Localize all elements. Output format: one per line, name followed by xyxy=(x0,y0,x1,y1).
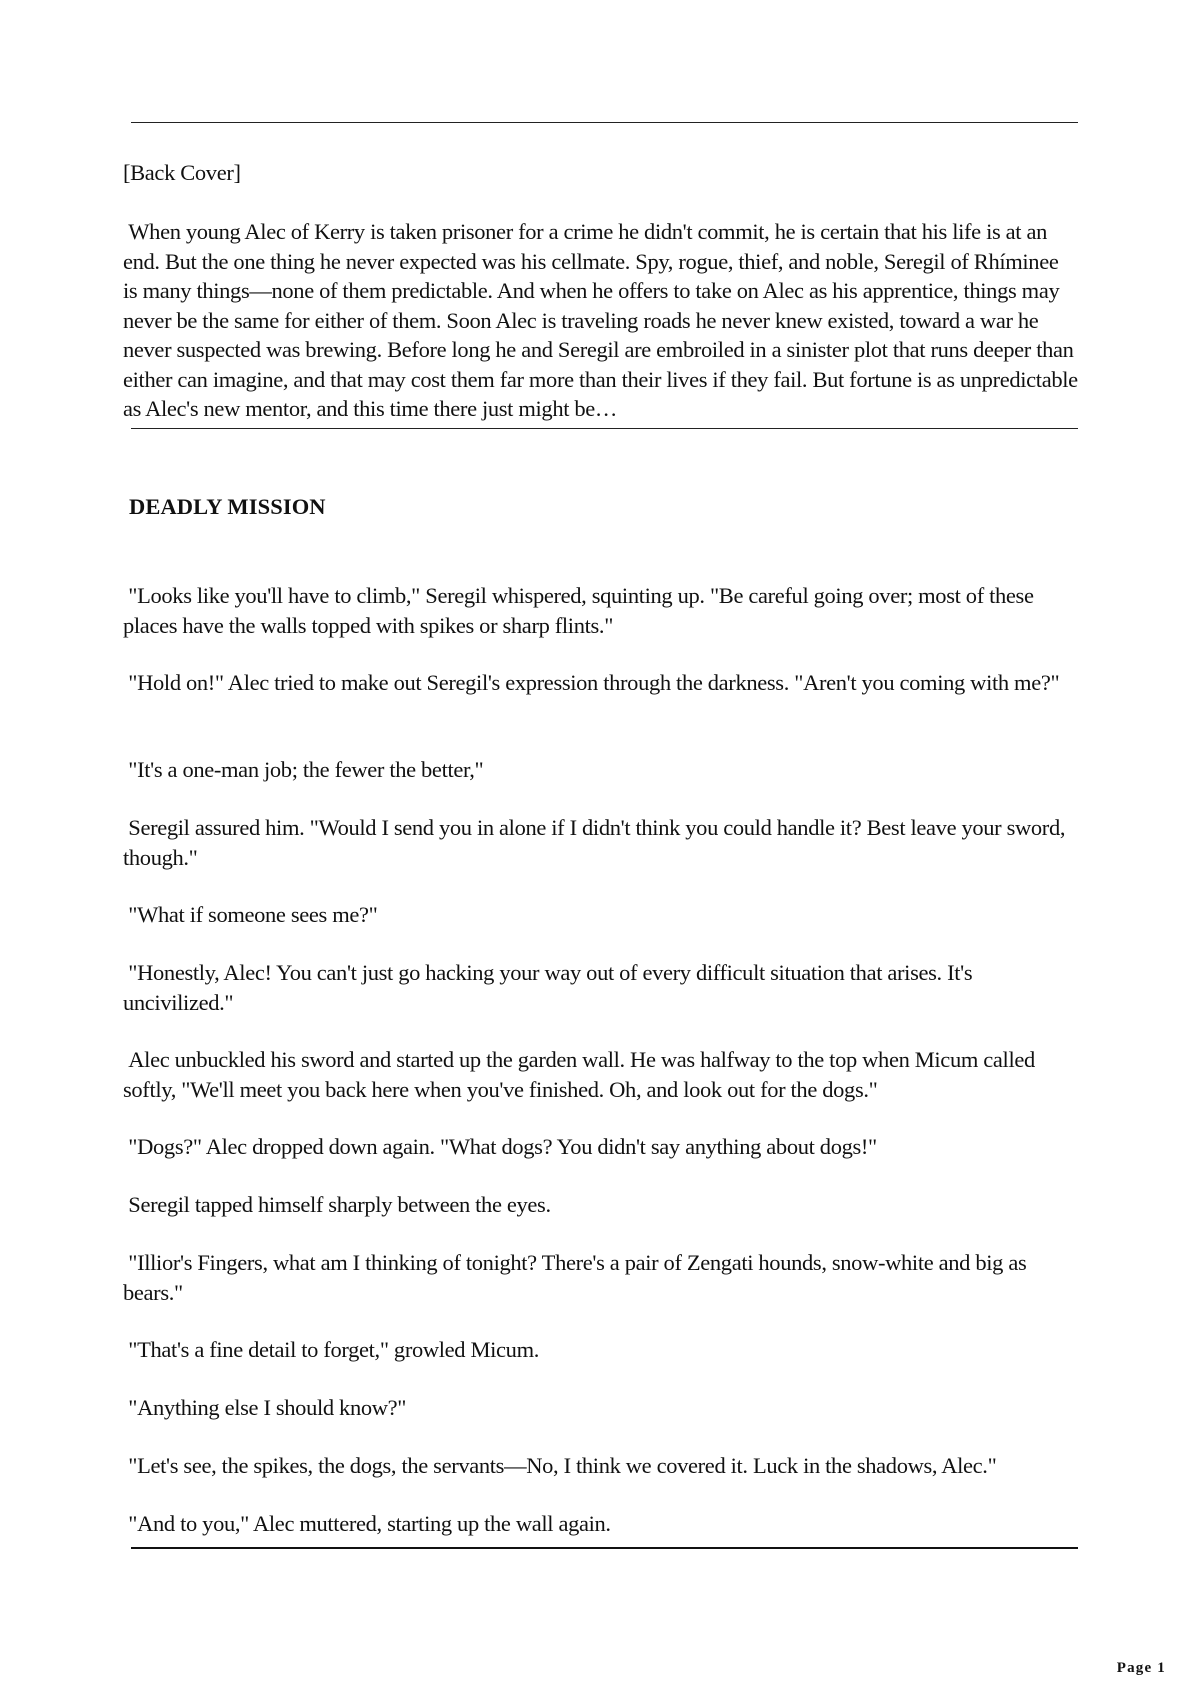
back-cover-label: [Back Cover] xyxy=(123,160,241,185)
paragraph xyxy=(123,813,1078,872)
paragraph-text: "Hold on!" Alec tried to make out Seregil's expression through the darkness. "Aren't you coming with me?" xyxy=(128,670,1060,695)
paragraph-text: "And to you," Alec muttered, starting up the wall again. xyxy=(128,1511,611,1536)
back-cover-blurb xyxy=(123,217,1078,424)
paragraph xyxy=(123,1451,1078,1481)
paragraph xyxy=(123,1045,1078,1104)
paragraph-text: "Illior's Fingers, what am I thinking of tonight? There's a pair of Zengati hounds, snow-white and big as bears." xyxy=(123,1250,1027,1305)
section-heading: DEADLY MISSION xyxy=(129,494,326,519)
paragraph-text: Alec unbuckled his sword and started up the garden wall. He was halfway to the top when Micum called softly, "We'll meet you back here when you've finished. Oh, and look out for the dogs." xyxy=(123,1047,1035,1102)
paragraph-text: "Let's see, the spikes, the dogs, the servants—No, I think we covered it. Luck in the shadows, Alec." xyxy=(128,1453,997,1478)
paragraph-text: "Honestly, Alec! You can't just go hacking your way out of every difficult situation that arises. It's uncivilized." xyxy=(123,960,973,1015)
paragraph xyxy=(123,958,1078,1017)
bottom-divider xyxy=(131,1547,1078,1549)
paragraph-text: "Anything else I should know?" xyxy=(128,1395,407,1420)
paragraph xyxy=(123,668,1078,698)
paragraph-text: "Looks like you'll have to climb," Seregil whispered, squinting up. "Be careful going over; most of these places have the walls topped with spikes or sharp flints." xyxy=(123,583,1034,638)
paragraph xyxy=(123,581,1078,640)
paragraph xyxy=(123,755,1078,785)
paragraph-text: Seregil tapped himself sharply between the eyes. xyxy=(128,1192,551,1217)
paragraph-text: "That's a fine detail to forget," growled Micum. xyxy=(128,1337,540,1362)
paragraph xyxy=(123,1248,1078,1307)
paragraph-text: "It's a one-man job; the fewer the better," xyxy=(128,757,484,782)
paragraph xyxy=(123,1132,1078,1162)
paragraph-text: "Dogs?" Alec dropped down again. "What dogs? You didn't say anything about dogs!" xyxy=(128,1134,877,1159)
top-divider xyxy=(131,122,1078,123)
paragraph xyxy=(123,1190,1078,1220)
paragraph xyxy=(123,1509,1078,1539)
page-number: Page 1 xyxy=(1116,1660,1166,1676)
paragraph xyxy=(123,1393,1078,1423)
paragraph xyxy=(123,1335,1078,1365)
paragraph-text: "What if someone sees me?" xyxy=(128,902,378,927)
blurb-divider xyxy=(131,428,1078,429)
back-cover-blurb-text: When young Alec of Kerry is taken prisoner for a crime he didn't commit, he is certain that his life is at an end. But the one thing he never expected was his cellmate. Spy, rogue, thief, and noble, Seregil of Rhíminee is many things—none of them predictable. And when he offers to take on Alec as his apprentice, things may never be the same for either of them. Soon Alec is traveling roads he never knew existed, toward a war he never suspected was brewing. Before long he and Seregil are embroiled in a sinister plot that runs deeper than either can imagine, and that may cost them far more than their lives if they fail. But fortune is as unpredictable as Alec's new mentor, and this time there just might be… xyxy=(123,219,1078,421)
paragraph xyxy=(123,900,1078,930)
paragraph-text: Seregil assured him. "Would I send you in alone if I didn't think you could handle it? Best leave your sword, though." xyxy=(123,815,1066,870)
